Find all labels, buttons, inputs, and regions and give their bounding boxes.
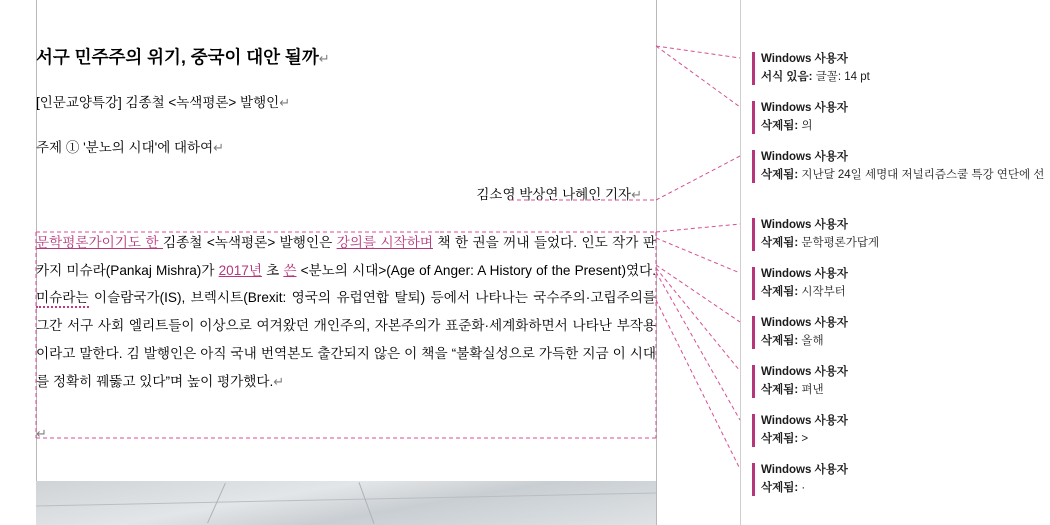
revision-author: Windows 사용자 bbox=[761, 366, 848, 378]
paragraph-mark: ↵ bbox=[279, 95, 291, 110]
page-title-text: 서구 민주주의 위기, 중국이 대안 될까 bbox=[36, 47, 319, 67]
text-run: 책 한 권을 꺼내 들었다. 인도 작가 판카지 미슈라(Pankaj Mishra)가 bbox=[36, 234, 656, 278]
text-run: 김종철 <녹색평론> 발행인은 bbox=[163, 234, 337, 250]
revision-balloon[interactable] bbox=[752, 218, 1048, 251]
revision-body bbox=[761, 480, 1048, 496]
revision-balloon[interactable] bbox=[752, 463, 1048, 496]
revision-body bbox=[761, 382, 1048, 398]
byline bbox=[36, 186, 656, 205]
revision-author: Windows 사용자 bbox=[761, 317, 848, 329]
paragraph-mark: ↵ bbox=[631, 186, 642, 202]
revision-balloon[interactable] bbox=[752, 52, 1048, 85]
photo-detail bbox=[36, 493, 656, 507]
revision-text: 올해 bbox=[798, 334, 824, 347]
right-margin-guide bbox=[656, 0, 657, 525]
text-run: 초 bbox=[261, 262, 284, 278]
empty-paragraph bbox=[36, 426, 656, 442]
revision-balloon[interactable] bbox=[752, 414, 1048, 447]
revision-balloon[interactable] bbox=[752, 267, 1048, 300]
paragraph-mark: ↵ bbox=[273, 373, 285, 389]
text-run: 이슬람국가(IS), 브렉시트(Brexit: 영국의 유럽연합 탈퇴) 등에서 나타나는 국수주의·고립주의를 그간 서구 사회 엘리트들이 이상으로 여겨왔던 개인주의, 자본주의가 표준화·세계화하면서 나타난 부작용이라고 말한다. 김 발행인은 아직 국내 번역본도 출간되지 않은 이 책을 “불확실성으로 가득한 지금 이 시대를 정확히 꿰뚫고 있다”며 높이 평가했다. bbox=[36, 290, 656, 389]
revision-text: 지난달 24일 세명대 저널리즘스쿨 특강 연단에 선 bbox=[798, 168, 1045, 181]
revision-label: 삭제됨: bbox=[761, 119, 799, 132]
body-paragraph bbox=[36, 229, 656, 396]
markup-pane[interactable] bbox=[740, 0, 1050, 525]
paragraph-mark: ↵ bbox=[213, 139, 225, 155]
revision-label: 삭제됨: bbox=[761, 236, 799, 249]
revision-text: 글꼴: 14 pt bbox=[812, 70, 870, 83]
revision-balloon[interactable] bbox=[752, 101, 1048, 134]
topic-line bbox=[36, 139, 656, 158]
paragraph-mark: ↵ bbox=[36, 425, 47, 441]
revision-body bbox=[761, 69, 1048, 85]
revision-body bbox=[761, 333, 1048, 349]
revision-author: Windows 사용자 bbox=[761, 464, 848, 476]
document-body[interactable] bbox=[36, 0, 656, 442]
revision-body bbox=[761, 167, 1048, 183]
photo-detail bbox=[207, 483, 226, 524]
grammar-flagged-run: 미슈라는 bbox=[36, 290, 89, 308]
revision-balloon[interactable] bbox=[752, 316, 1048, 349]
revision-author: Windows 사용자 bbox=[761, 53, 848, 65]
revision-label: 삭제됨: bbox=[761, 383, 799, 396]
inserted-run: 쓴 bbox=[283, 262, 297, 278]
subtitle-line bbox=[36, 94, 656, 113]
inserted-run: 강의를 시작하며 bbox=[336, 234, 433, 250]
revision-author: Windows 사용자 bbox=[761, 151, 848, 163]
revision-text: 펴낸 bbox=[798, 383, 824, 396]
revision-body bbox=[761, 235, 1048, 251]
markup-pane-divider bbox=[740, 0, 741, 525]
inserted-run: 문학평론가이기도 한 bbox=[36, 234, 164, 250]
text-run: <분노의 시대>(Age of Anger: A History of the Present)였다. bbox=[296, 262, 657, 278]
revision-body bbox=[761, 431, 1048, 447]
revision-author: Windows 사용자 bbox=[761, 102, 848, 114]
revision-text: 시작부터 bbox=[798, 285, 846, 298]
revision-label: 삭제됨: bbox=[761, 334, 799, 347]
revision-label: 삭제됨: bbox=[761, 481, 799, 494]
revision-label: 삭제됨: bbox=[761, 168, 799, 181]
revision-body bbox=[761, 284, 1048, 300]
paragraph-mark: ↵ bbox=[318, 51, 330, 66]
revision-author: Windows 사용자 bbox=[761, 268, 848, 280]
revision-balloon[interactable] bbox=[752, 365, 1048, 398]
revision-balloon[interactable] bbox=[752, 150, 1048, 183]
page-title bbox=[36, 47, 656, 68]
revision-label: 서식 있음: bbox=[761, 70, 813, 83]
subtitle-text: [인문교양특강] 김종철 <녹색평론> 발행인 bbox=[36, 95, 280, 110]
revision-text: > bbox=[798, 432, 809, 445]
revision-author: Windows 사용자 bbox=[761, 219, 848, 231]
revision-author: Windows 사용자 bbox=[761, 415, 848, 427]
revision-label: 삭제됨: bbox=[761, 432, 799, 445]
inline-photo[interactable] bbox=[36, 481, 656, 525]
revision-text: · bbox=[798, 481, 806, 494]
revision-label: 삭제됨: bbox=[761, 285, 799, 298]
revision-text: 의 bbox=[798, 119, 813, 132]
revision-body bbox=[761, 118, 1048, 134]
topic-text: 주제 ① '분노의 시대'에 대하여 bbox=[36, 139, 214, 155]
byline-text: 김소영 박상연 나혜인 기자 bbox=[476, 186, 632, 202]
inserted-run: 2017년 bbox=[218, 262, 262, 278]
revision-text: 문학평론가답게 bbox=[798, 236, 880, 249]
photo-detail bbox=[359, 482, 375, 524]
